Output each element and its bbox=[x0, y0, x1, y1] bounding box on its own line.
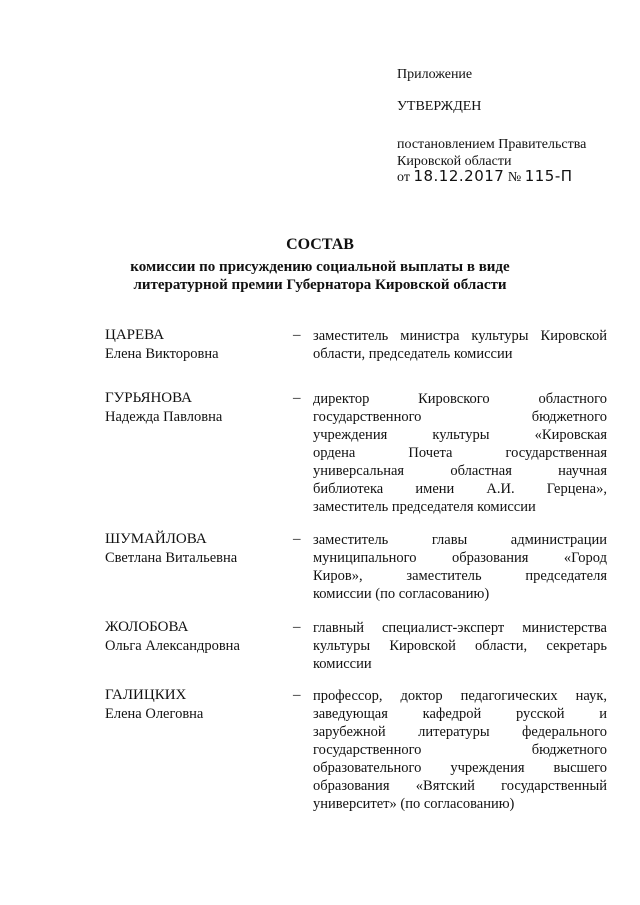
member-dash: – bbox=[293, 687, 301, 703]
member-given-name: Ольга Александровна bbox=[105, 638, 240, 654]
resolution-line-2: Кировской области bbox=[397, 154, 512, 169]
member-role bbox=[313, 687, 607, 813]
number-sign: № bbox=[507, 170, 522, 185]
resolution-date-line bbox=[397, 168, 573, 186]
member-role-line: заместитель министра культуры Кировской bbox=[313, 328, 607, 344]
member-dash: – bbox=[293, 619, 301, 635]
member-role-line: ордена Почета государственная bbox=[313, 445, 607, 461]
member-role-line: библиотека имени А.И. Герцена», bbox=[313, 481, 607, 497]
member-role-line: профессор, доктор педагогических наук, bbox=[313, 688, 607, 704]
member-role bbox=[313, 531, 607, 603]
resolution-line-1: постановлением Правительства bbox=[397, 137, 587, 152]
member-role-line: универсальная областная научная bbox=[313, 463, 607, 479]
document-title: СОСТАВ bbox=[286, 236, 354, 253]
member-role-line: области, председатель комиссии bbox=[313, 346, 513, 362]
member-role-line: зарубежной литературы федерального bbox=[313, 724, 607, 740]
member-given-name: Надежда Павловна bbox=[105, 409, 223, 425]
member-role-line: заместитель председателя комиссии bbox=[313, 499, 536, 515]
handwritten-number: 115-П bbox=[524, 167, 573, 185]
member-given-name: Елена Викторовна bbox=[105, 346, 219, 362]
member-role-line: комиссии (по согласованию) bbox=[313, 586, 490, 602]
member-role-line: образовательного учреждения высшего bbox=[313, 760, 607, 776]
title-line-1: комиссии по присуждению социальной выплаты в виде bbox=[130, 259, 510, 275]
member-surname: ЖОЛОБОВА bbox=[105, 619, 189, 635]
member-given-name: Елена Олеговна bbox=[105, 706, 204, 722]
approved-label: УТВЕРЖДЕН bbox=[397, 99, 482, 114]
date-prefix: от bbox=[397, 170, 410, 185]
member-surname: ГУРЬЯНОВА bbox=[105, 390, 193, 406]
member-role-line: заместитель главы администрации bbox=[313, 532, 607, 548]
member-role-line: университет» (по согласованию) bbox=[313, 796, 515, 812]
member-role-line: комиссии bbox=[313, 656, 372, 672]
member-role-line: государственного бюджетного bbox=[313, 742, 607, 758]
member-given-name: Светлана Витальевна bbox=[105, 550, 238, 566]
member-role-line: учреждения культуры «Кировская bbox=[313, 427, 607, 443]
member-role bbox=[313, 390, 607, 516]
member-role bbox=[313, 619, 607, 673]
member-dash: – bbox=[293, 531, 301, 547]
title-line-2: литературной премии Губернатора Кировской области bbox=[133, 277, 507, 293]
member-role-line: образования «Вятский государственный bbox=[313, 778, 607, 794]
handwritten-date: 18.12.2017 bbox=[413, 167, 505, 185]
member-role-line: государственного бюджетного bbox=[313, 409, 607, 425]
member-role-line: муниципального образования «Город bbox=[313, 550, 607, 566]
member-surname: ЦАРЕВА bbox=[105, 327, 165, 343]
member-role-line: культуры Кировской области, секретарь bbox=[313, 638, 607, 654]
member-role-line: директор Кировского областного bbox=[313, 391, 607, 407]
member-role bbox=[313, 327, 607, 363]
member-dash: – bbox=[293, 390, 301, 406]
member-role-line: Киров», заместитель председателя bbox=[313, 568, 607, 584]
member-role-line: главный специалист-эксперт министерства bbox=[313, 620, 607, 636]
member-role-line: заведующая кафедрой русской и bbox=[313, 706, 607, 722]
member-dash: – bbox=[293, 327, 301, 343]
member-surname: ГАЛИЦКИХ bbox=[105, 687, 187, 703]
member-surname: ШУМАЙЛОВА bbox=[105, 531, 207, 547]
appendix-label: Приложение bbox=[397, 67, 473, 82]
